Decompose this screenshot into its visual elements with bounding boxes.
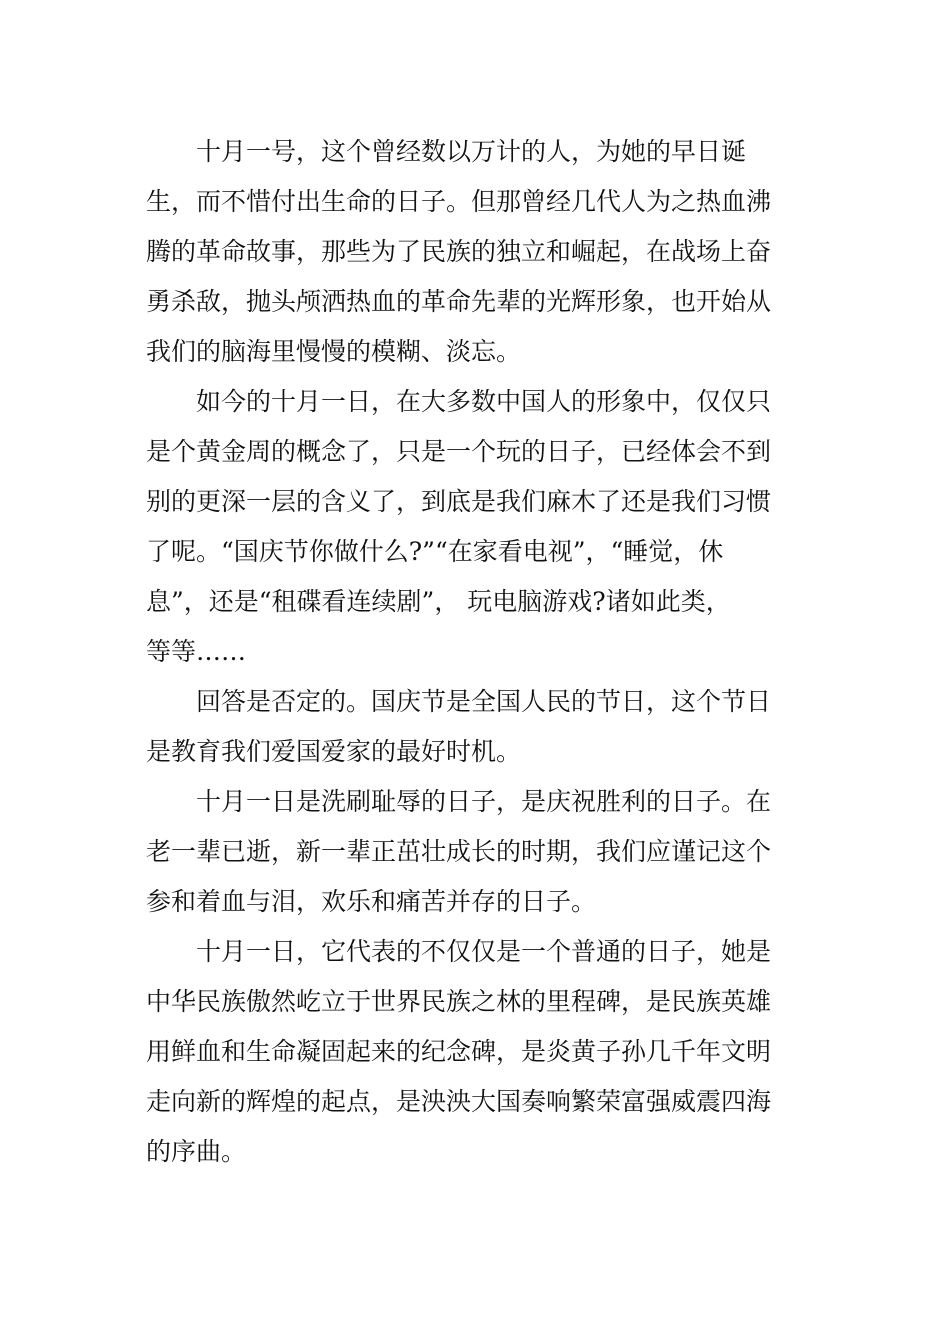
paragraph-5-line-4: 走向新的辉煌的起点，是泱泱大国奏响繁荣富强威震四海 bbox=[146, 1087, 772, 1116]
paragraph-2-line-6: 等等…… bbox=[146, 637, 247, 666]
paragraph-4-line-1: 十月一日是洗刷耻辱的日子，是庆祝胜利的日子。在 bbox=[196, 787, 772, 816]
paragraph-5-line-1: 十月一日，它代表的不仅仅是一个普通的日子，她是 bbox=[196, 937, 772, 966]
paragraph-2-line-5: 息”，还是“租碟看连续剧”， 玩电脑游戏?诸如此类， bbox=[146, 587, 731, 616]
paragraph-2-line-2: 是个黄金周的概念了，只是一个玩的日子，已经体会不到 bbox=[146, 437, 772, 466]
paragraph-5-line-3: 用鲜血和生命凝固起来的纪念碑，是炎黄子孙几千年文明 bbox=[146, 1037, 772, 1066]
paragraph-1-line-3: 腾的革命故事，那些为了民族的独立和崛起，在战场上奋 bbox=[146, 237, 772, 266]
paragraph-4-line-2: 老一辈已逝，新一辈正茁壮成长的时期，我们应谨记这个 bbox=[146, 837, 772, 866]
paragraph-1-line-4: 勇杀敌，抛头颅洒热血的革命先辈的光辉形象，也开始从 bbox=[146, 287, 772, 316]
paragraph-2-line-4: 了呢。“国庆节你做什么?”“在家看电视”，“睡觉，休 bbox=[146, 537, 724, 566]
paragraph-1-line-1: 十月一号，这个曾经数以万计的人，为她的早日诞 bbox=[196, 137, 747, 166]
paragraph-2-line-1: 如今的十月一日，在大多数中国人的形象中，仅仅只 bbox=[196, 387, 772, 416]
paragraph-3-line-1: 回答是否定的。国庆节是全国人民的节日，这个节日 bbox=[196, 687, 772, 716]
paragraph-2-line-3: 别的更深一层的含义了，到底是我们麻木了还是我们习惯 bbox=[146, 487, 772, 516]
paragraph-3-line-2: 是教育我们爱国爱家的最好时机。 bbox=[146, 737, 522, 766]
paragraph-1-line-5: 我们的脑海里慢慢的模糊、淡忘。 bbox=[146, 337, 522, 366]
paragraph-4-line-3: 参和着血与泪，欢乐和痛苦并存的日子。 bbox=[146, 887, 597, 916]
paragraph-1-line-2: 生，而不惜付出生命的日子。但那曾经几代人为之热血沸 bbox=[146, 187, 772, 216]
paragraph-5-line-5: 的序曲。 bbox=[146, 1137, 247, 1166]
paragraph-5-line-2: 中华民族傲然屹立于世界民族之林的里程碑，是民族英雄 bbox=[146, 987, 772, 1016]
